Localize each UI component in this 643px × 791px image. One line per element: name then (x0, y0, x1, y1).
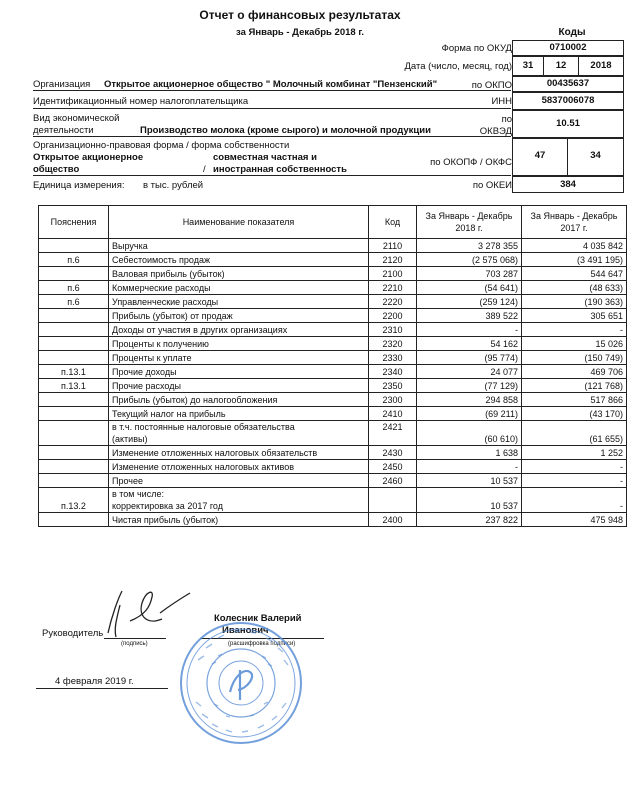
indicator-cell: Управленческие расходы (109, 295, 369, 309)
value-2017-cell: 15 026 (522, 337, 627, 351)
code-cell: 2310 (369, 323, 417, 337)
note-cell (39, 337, 109, 351)
table-row (39, 267, 627, 281)
code-cell: 2460 (369, 474, 417, 488)
okopf-box: 47 (512, 138, 568, 176)
table-row (39, 393, 627, 407)
indicator-cell (109, 421, 369, 446)
note-cell: п.13.1 (39, 379, 109, 393)
value-2017-cell: (150 749) (522, 351, 627, 365)
indicator-cell: Изменение отложенных налоговых обязательств (109, 446, 369, 460)
table-header-row (39, 206, 627, 239)
indicator-cell: Прочие доходы (109, 365, 369, 379)
note-cell (39, 239, 109, 253)
value-2018-cell: (259 124) (417, 295, 522, 309)
table-row (39, 474, 627, 488)
name-caption: (расшифровка подписи) (228, 641, 296, 647)
activity-value: Производство молока (кроме сырого) и молочной продукции (140, 125, 431, 136)
okopf-label: по ОКОПФ / ОКФС (430, 157, 512, 168)
header-code: Код (369, 206, 417, 239)
table-row (39, 379, 627, 393)
value-2017-cell: (48 633) (522, 281, 627, 295)
code-cell: 2210 (369, 281, 417, 295)
indicator-line-2: (активы) (112, 434, 148, 444)
table-row (39, 337, 627, 351)
indicator-cell: Прибыль (убыток) от продаж (109, 309, 369, 323)
head-label: Руководитель (42, 628, 104, 639)
value-2017-cell: 305 651 (522, 309, 627, 323)
note-cell (39, 309, 109, 323)
table-row (39, 460, 627, 474)
date-month-box: 12 (543, 56, 579, 76)
value-2017-cell: 544 647 (522, 267, 627, 281)
report-period: за Январь - Декабрь 2018 г. (236, 27, 364, 38)
value-2018-cell: 10 537 (417, 488, 522, 513)
note-cell (39, 513, 109, 527)
value-2018-cell: 703 287 (417, 267, 522, 281)
okved-label-1: по (501, 114, 512, 125)
value-2017-cell: - (522, 323, 627, 337)
value-2018-cell: - (417, 323, 522, 337)
okud-label: Форма по ОКУД (441, 43, 512, 54)
code-cell: 2200 (369, 309, 417, 323)
ownership-1: совместная частная и (213, 152, 317, 163)
code-cell: 2110 (369, 239, 417, 253)
report-title: Отчет о финансовых результатах (199, 8, 401, 22)
value-2017-cell: (3 491 195) (522, 253, 627, 267)
table-row (39, 239, 627, 253)
okud-box: 0710002 (512, 40, 624, 56)
inn-box: 5837006078 (512, 92, 624, 110)
signer-name-1: Колесник Валерий (214, 613, 302, 624)
legal-divider (33, 175, 511, 176)
value-2017-cell: (43 170) (522, 407, 627, 421)
value-2018-cell: (54 641) (417, 281, 522, 295)
date-label: Дата (число, месяц, год) (404, 61, 512, 72)
value-2018-cell: 10 537 (417, 474, 522, 488)
okpo-label: по ОКПО (471, 80, 512, 91)
code-cell: 2410 (369, 407, 417, 421)
legal-form-2: общество (33, 164, 80, 175)
code-cell (369, 488, 417, 513)
code-cell: 2450 (369, 460, 417, 474)
okved-box: 10.51 (512, 110, 624, 138)
okpo-box: 00435637 (512, 76, 624, 92)
code-cell: 2300 (369, 393, 417, 407)
okved-label-2: ОКВЭД (479, 126, 512, 137)
value-2018-cell: (60 610) (417, 421, 522, 446)
indicator-cell: Валовая прибыль (убыток) (109, 267, 369, 281)
table-row (39, 446, 627, 460)
note-cell: п.6 (39, 281, 109, 295)
value-2017-cell: (190 363) (522, 295, 627, 309)
header-2017: За Январь - Декабрь 2017 г. (522, 206, 627, 239)
note-cell (39, 323, 109, 337)
table-row (39, 407, 627, 421)
code-cell: 2421 (369, 421, 417, 446)
indicator-cell: Проценты к получению (109, 337, 369, 351)
code-cell: 2100 (369, 267, 417, 281)
unit-label: Единица измерения: (33, 180, 125, 191)
unit-value: в тыс. рублей (143, 180, 204, 191)
note-cell (39, 407, 109, 421)
org-divider (33, 90, 511, 91)
value-2018-cell: 3 278 355 (417, 239, 522, 253)
indicator-cell: Доходы от участия в других организациях (109, 323, 369, 337)
value-2018-cell: 389 522 (417, 309, 522, 323)
value-2017-cell: 517 866 (522, 393, 627, 407)
indicator-cell: Прочее (109, 474, 369, 488)
code-cell: 2220 (369, 295, 417, 309)
indicator-cell: Изменение отложенных налоговых активов (109, 460, 369, 474)
value-2018-cell: (69 211) (417, 407, 522, 421)
note-cell: п.13.1 (39, 365, 109, 379)
note-cell: п.6 (39, 295, 109, 309)
okfs-box: 34 (567, 138, 624, 176)
value-2018-cell: (77 129) (417, 379, 522, 393)
table-row (39, 513, 627, 527)
legal-slash: / (203, 164, 206, 175)
table-row (39, 323, 627, 337)
ownership-2: иностранная собственность (213, 164, 347, 175)
table-row (39, 309, 627, 323)
legal-form-label: Организационно-правовая форма / форма собственности (33, 140, 290, 151)
date-line (36, 688, 168, 689)
inn-code-label: ИНН (491, 96, 512, 107)
value-2018-cell: 1 638 (417, 446, 522, 460)
value-2018-cell: 294 858 (417, 393, 522, 407)
header-2018: За Январь - Декабрь 2018 г. (417, 206, 522, 239)
value-2018-cell: 24 077 (417, 365, 522, 379)
value-2017-cell: (121 768) (522, 379, 627, 393)
indicator-cell: Прибыль (убыток) до налогообложения (109, 393, 369, 407)
value-2017-cell: (61 655) (522, 421, 627, 446)
indicator-line-2: корректировка за 2017 год (112, 501, 223, 511)
note-cell: п.13.2 (39, 488, 109, 513)
table-row (39, 365, 627, 379)
note-cell (39, 474, 109, 488)
value-2018-cell: - (417, 460, 522, 474)
codes-title: Коды (558, 27, 586, 38)
note-cell (39, 460, 109, 474)
okei-box: 384 (512, 176, 624, 193)
indicator-line-1: в том числе: (112, 489, 164, 499)
note-cell (39, 351, 109, 365)
signer-name-2: Иванович (222, 625, 269, 636)
code-cell: 2350 (369, 379, 417, 393)
value-2017-cell: 4 035 842 (522, 239, 627, 253)
table-row (39, 295, 627, 309)
indicator-cell: Текущий налог на прибыль (109, 407, 369, 421)
header-indicator: Наименование показателя (109, 206, 369, 239)
note-cell (39, 446, 109, 460)
indicator-cell (109, 488, 369, 513)
org-label: Организация (33, 79, 91, 90)
value-2017-cell: 475 948 (522, 513, 627, 527)
code-cell: 2320 (369, 337, 417, 351)
indicator-cell: Коммерческие расходы (109, 281, 369, 295)
financial-results-table (38, 205, 627, 527)
sign-caption: (подпись) (121, 641, 148, 647)
indicator-cell: Себестоимость продаж (109, 253, 369, 267)
org-name: Открытое акционерное общество " Молочный комбинат "Пензенский" (104, 79, 438, 90)
sign-line (104, 638, 166, 639)
table-row (39, 421, 627, 446)
note-cell (39, 421, 109, 446)
value-2017-cell: - (522, 474, 627, 488)
code-cell: 2430 (369, 446, 417, 460)
inn-divider (33, 108, 511, 109)
date-day-box: 31 (512, 56, 544, 76)
table-row (39, 488, 627, 513)
code-cell: 2340 (369, 365, 417, 379)
code-cell: 2400 (369, 513, 417, 527)
inn-label: Идентификационный номер налогоплательщика (33, 96, 249, 107)
value-2018-cell: 237 822 (417, 513, 522, 527)
note-cell (39, 267, 109, 281)
table-row (39, 281, 627, 295)
value-2017-cell: - (522, 460, 627, 474)
value-2017-cell: - (522, 488, 627, 513)
value-2018-cell: (95 774) (417, 351, 522, 365)
table-row (39, 253, 627, 267)
value-2017-cell: 1 252 (522, 446, 627, 460)
table-row (39, 351, 627, 365)
activity-label-1: Вид экономической (33, 113, 120, 124)
activity-label-2: деятельности (33, 125, 94, 136)
okei-label: по ОКЕИ (472, 180, 512, 191)
indicator-cell: Чистая прибыль (убыток) (109, 513, 369, 527)
code-cell: 2330 (369, 351, 417, 365)
indicator-cell: Прочие расходы (109, 379, 369, 393)
value-2017-cell: 469 706 (522, 365, 627, 379)
code-cell: 2120 (369, 253, 417, 267)
indicator-cell: Выручка (109, 239, 369, 253)
header-notes: Пояснения (39, 206, 109, 239)
value-2018-cell: 54 162 (417, 337, 522, 351)
activity-divider (33, 136, 511, 137)
legal-form-1: Открытое акционерное (33, 152, 144, 163)
indicator-line-1: в т.ч. постоянные налоговые обязательства (112, 422, 295, 432)
sign-date: 4 февраля 2019 г. (55, 676, 134, 687)
indicator-cell: Проценты к уплате (109, 351, 369, 365)
note-cell (39, 393, 109, 407)
company-seal (178, 620, 304, 746)
note-cell: п.6 (39, 253, 109, 267)
date-year-box: 2018 (578, 56, 624, 76)
value-2018-cell: (2 575 068) (417, 253, 522, 267)
